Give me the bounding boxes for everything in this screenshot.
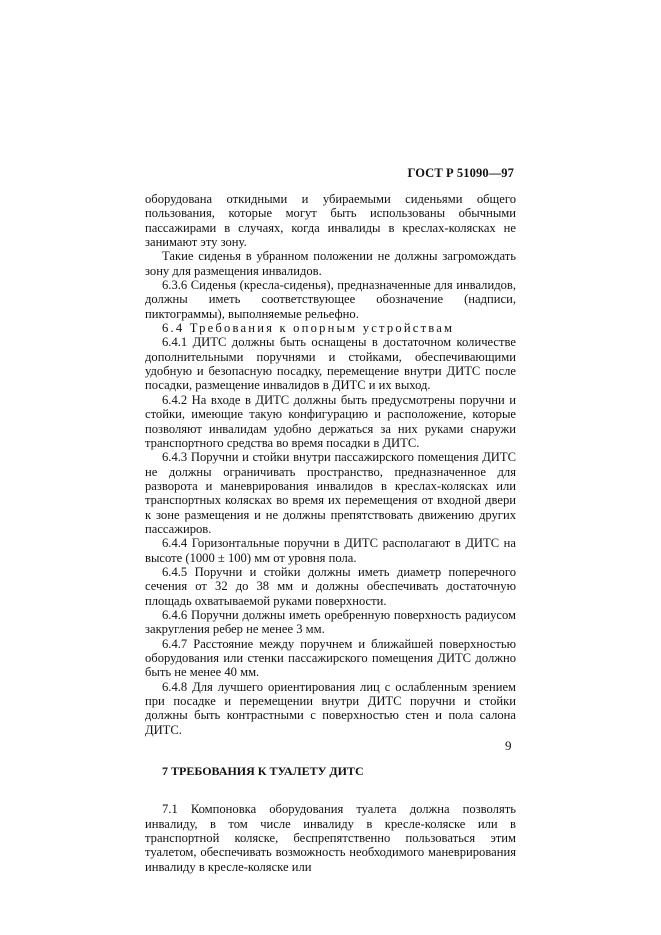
paragraph: 6.4.4 Горизонтальные поручни в ДИТС располагают в ДИТС на высоте (1000 ± 100) мм от уровня пола. xyxy=(145,536,516,565)
paragraph: 6.4.6 Поручни должны иметь оребренную поверхность радиусом закругления ребер не менее 3 мм. xyxy=(145,607,516,637)
paragraph: 6.3.6 Сиденья (кресла-сиденья), предназначенные для инвалидов, должны иметь соответствующее обозначение (надписи, пиктограммы), выполняемые рельефно. xyxy=(145,278,516,321)
paragraph: оборудована откидными и убираемыми сиденьями общего пользования, которые могут быть использованы обычными пассажирами в случаях, когда инвалиды в креслах-колясках не занимают эту зону. xyxy=(145,192,516,250)
page-number: 9 xyxy=(505,738,512,753)
section-heading: 7 ТРЕБОВАНИЯ К ТУАЛЕТУ ДИТС xyxy=(162,764,364,779)
paragraph: 6.4.3 Поручни и стойки внутри пассажирского помещения ДИТС не должны ограничивать пространство, предназначенное для разворота и маневрирования инвалидов в креслах-колясках или транспортных колясках во время их перемещения от входной двери к зоне размещения и не должны препятствовать движению других пассажиров. xyxy=(145,450,516,536)
paragraph: Такие сиденья в убранном положении не должны загромождать зону для размещения инвалидов. xyxy=(145,249,516,278)
paragraph: 6.4.1 ДИТС должны быть оснащены в достаточном количестве дополнительными поручнями и стойками, обеспечивающими удобную и безопасную посадку, перемещение внутри ДИТС после посадки, размещение инвалидов в ДИТС и их выход. xyxy=(145,335,516,393)
document-body xyxy=(145,192,516,874)
subsection-heading: 6.4 Требования к опорным устройствам xyxy=(162,321,455,336)
document-header: ГОСТ Р 51090—97 xyxy=(407,166,514,180)
paragraph: 6.4.5 Поручни и стойки должны иметь диаметр поперечного сечения от 32 до 38 мм и должны обеспечивать достаточную площадь охватываемой руками поверхности. xyxy=(145,564,516,608)
paragraph: 6.4.8 Для лучшего ориентирования лиц с ослабленным зрением при посадке и перемещении внутри ДИТС поручни и стойки должны быть контрастными с поверхностью стен и пола салона ДИТС. xyxy=(145,679,516,737)
paragraph: 6.4.2 На входе в ДИТС должны быть предусмотрены поручни и стойки, имеющие такую конфигурацию и расположение, которые позволяют инвалидам удобно держаться за них руками снаружи транспортного средства во время посадки в ДИТС. xyxy=(145,392,516,450)
paragraph: 6.4.7 Расстояние между поручнем и ближайшей поверхностью оборудования или стенки пассажирского помещения ДИТС должно быть не менее 40 мм. xyxy=(145,636,516,680)
paragraph: 7.1 Компоновка оборудования туалета должна позволять инвалиду, в том числе инвалиду в кресле-коляске или в транспортной коляске, беспрепятственно пользоваться этим туалетом, обеспечивать возможность необходимого маневрирования инвалиду в кресле-коляске или xyxy=(145,802,516,874)
